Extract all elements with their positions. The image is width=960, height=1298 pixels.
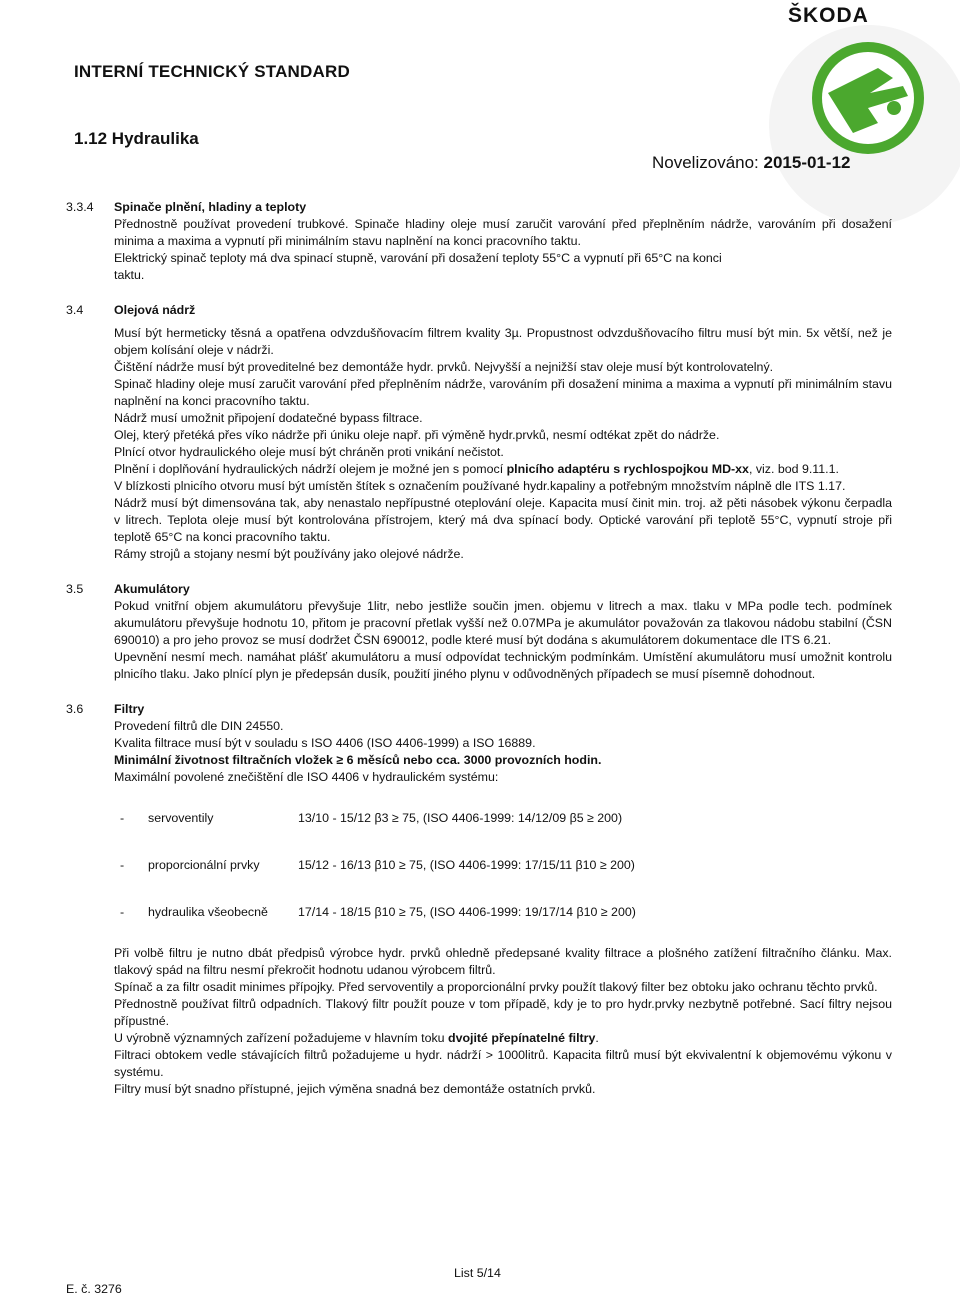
- revised-date: 2015-01-12: [763, 153, 851, 172]
- paragraph: Kvalita filtrace musí být v souladu s ISO 4406 (ISO 4406-1999) a ISO 16889.: [114, 736, 536, 750]
- section-number: 3.6: [66, 702, 84, 716]
- paragraph: Musí být hermeticky těsná a opatřena odvzdušňovacím filtrem kvality 3µ. Propustnost odvzdušňovacího filtru musí být min. 5x větší, než je objem kolísání oleje v nádrži.: [114, 326, 892, 357]
- paragraph: Elektrický spinač teploty má dva spinací stupně, varování při dosažení teploty 55°C a vypnutí při 65°C na konci taktu.: [114, 251, 722, 282]
- document-title: INTERNÍ TECHNICKÝ STANDARD: [74, 62, 350, 81]
- paragraph: Přednostně používat filtrů odpadních. Tlakový filtr použít pouze v tom případě, kdy je to pro hydr.prvky nezbytně potřebné. Sací filtry nejsou přípustné.: [114, 997, 892, 1028]
- paragraph: Plnění i doplňování hydraulických nádrží olejem je možné jen s pomocí plnicího adaptéru s rychlospojkou MD-xx, viz. bod 9.11.1.: [114, 462, 839, 476]
- section-number: 3.3.4: [66, 200, 94, 214]
- filtration-row: - proporcionální prvky 15/12 - 16/13 β10 ≥ 75, (ISO 4406-1999: 17/15/11 β10 ≥ 200): [120, 858, 635, 872]
- document-number: E. č. 3276: [66, 1282, 122, 1296]
- paragraph: Nádrž musí být dimensována tak, aby nenastalo nepřípustné oteplování oleje. Kapacita musí činit min. troj. až pěti násobek výkonu čerpadla v litrech. Teplota oleje musí být kontrolována přístrojem, který má dva spínací body. Optické varování při teplotě 55°C, vypnutí stroje při teplotě 65°C na konci pracovního taktu.: [114, 496, 892, 544]
- section-number: 3.5: [66, 582, 84, 596]
- page-number: List 5/14: [454, 1266, 501, 1280]
- paragraph: U výrobně významných zařízení požadujeme v hlavním toku dvojité přepínatelné filtry.: [114, 1031, 599, 1045]
- paragraph: Nádrž musí umožnit připojení dodatečné bypass filtrace.: [114, 411, 423, 425]
- section-3-6: [66, 701, 892, 1098]
- paragraph: Spinač hladiny oleje musí zaručit varování před přeplněním nádrže, varováním při dosažení minima a maxima a vypnutí při minimálním stavu naplnění na konci pracovního taktu.: [114, 377, 892, 408]
- paragraph: Čištění nádrže musí být proveditelné bez demontáže hydr. prvků. Nejvyšší a nejnižší stav oleje musí být kontrolovatelný.: [114, 360, 774, 374]
- paragraph: Plnící otvor hydraulického oleje musí být chráněn proti vnikání nečistot.: [114, 445, 504, 459]
- filtration-row: - hydraulika všeobecně 17/14 - 18/15 β10 ≥ 75, (ISO 4406-1999: 19/17/14 β10 ≥ 200): [120, 905, 636, 919]
- section-title: 1.12 Hydraulika: [74, 129, 199, 148]
- paragraph: Spínač a za filtr osadit minimes přípojky. Před servoventily a proporcionální prvky použít tlakový filter bez obtoku jako ochranu těchto prvků.: [114, 980, 878, 994]
- paragraph: Přednostně používat provedení trubkové. Spinače hladiny oleje musí zaručit varování před přeplněním nádrže, varováním při dosažení minima a maxima a vypnutí při minimálním stavu naplnění na konci pracovního taktu.: [114, 217, 892, 248]
- section-3-5: [66, 581, 892, 683]
- section-heading: Filtry: [114, 702, 145, 716]
- paragraph: Rámy strojů a stojany nesmí být používány jako olejové nádrže.: [114, 547, 464, 561]
- document-body: [66, 199, 892, 1098]
- paragraph: Olej, který přetéká přes víko nádrže při úniku oleje např. při výměně hydr.prvků, nesmí odtékat zpět do nádrže.: [114, 428, 720, 442]
- section-3-3-4: [66, 199, 892, 284]
- section-heading: Spinače plnění, hladiny a teploty: [114, 200, 307, 214]
- revised-label: Novelizováno:: [652, 153, 759, 172]
- paragraph: Provedení filtrů dle DIN 24550.: [114, 719, 284, 733]
- paragraph: Minimální životnost filtračních vložek ≥ 6 měsíců nebo cca. 3000 provozních hodin.: [114, 753, 602, 767]
- paragraph: Upevnění nesmí mech. namáhat plášť akumulátoru a musí odpovídat technickým podmínkám. Umístění akumulátoru musí umožnit kontrolu plnicího tlaku. Jako plnící plyn je předepsán dusík, použití jiného plynu v odůvodněných případech se musí písemně dohodnout.: [114, 650, 892, 681]
- section-number: 3.4: [66, 303, 84, 317]
- paragraph: Maximální povolené znečištění dle ISO 4406 v hydraulickém systému:: [114, 770, 499, 784]
- section-3-4: [66, 302, 892, 563]
- brand-logo-text: ŠKODA: [788, 4, 869, 27]
- filtration-row: - servoventily 13/10 - 15/12 β3 ≥ 75, (ISO 4406-1999: 14/12/09 β5 ≥ 200): [120, 811, 623, 825]
- paragraph: V blízkosti plnicího otvoru musí být umístěn štítek s označením používané hydr.kapaliny a potřebným množstvím náplně dle ITS 1.17.: [114, 479, 846, 493]
- section-heading: Olejová nádrž: [114, 303, 196, 317]
- paragraph: Filtry musí být snadno přístupné, jejich výměna snadná bez demontáže ostatních prvků.: [114, 1082, 596, 1096]
- revision-date: [652, 153, 850, 173]
- paragraph: Pokud vnitřní objem akumulátoru převyšuje 1litr, nebo jestliže součin jmen. objemu v litrech a max. tlaku v MPa podle tech. podmínek akumulátoru převyšuje hodnotu 10, přitom je pracovní přetlak vyšší než 0.07MPa je akumulátor považován za tlakovou nádobu stabilní (ČSN 690010) a pro jeho provoz se musí dodržet ČSN 690012, podle které musí být dodána s akumulátorem dokumentace dle ITS 6.21.: [114, 599, 892, 647]
- section-heading: Akumulátory: [114, 582, 190, 596]
- paragraph: Filtraci obtokem vedle stávajících filtrů požadujeme u hydr. nádrží > 1000litrů. Kapacita filtrů musí být ekvivalentní k objemovému výkonu v systému.: [114, 1048, 892, 1079]
- paragraph: Při volbě filtru je nutno dbát předpisů výrobce hydr. prvků ohledně předepsané kvality filtrace a plošného zatížení filtračního článku. Max. tlakový spád na filtru nesmí překročit hodnotu udanou výrobcem filtrů.: [114, 946, 892, 977]
